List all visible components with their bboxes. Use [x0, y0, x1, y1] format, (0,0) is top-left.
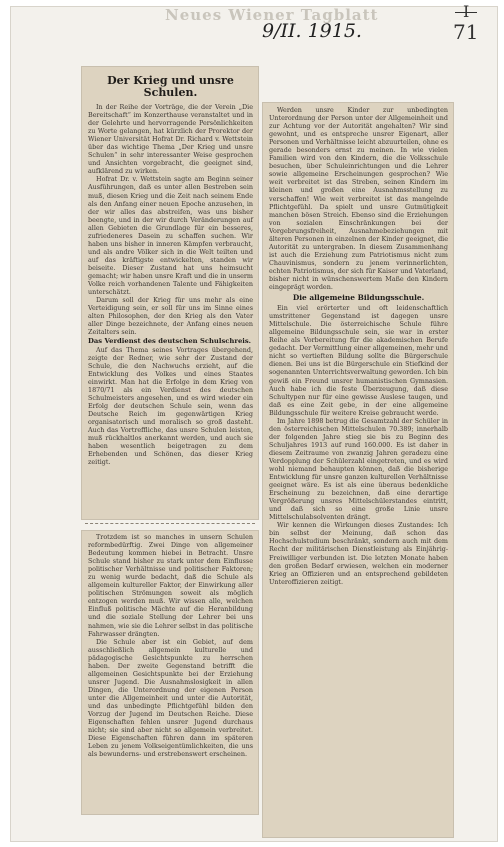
paragraph: Darum soll der Krieg für uns mehr als eine Verteidigung sein, er soll für uns im Sinne eines alten Philosophen, der den Krieg als den Vater aller Dinge bezeichnete, der Anfang eines neuen Zeitalters sein. — [88, 296, 253, 337]
newspaper-masthead: Neues Wiener Tagblatt — [165, 6, 379, 24]
clipping-column-2 — [263, 103, 453, 837]
paragraph: Im Jahre 1898 betrug die Gesamtzahl der Schüler in den österreichischen Mittelschulen 70.389; innerhalb der folgenden Jahre stieg sie bis zu Beginn des Schuljahres 1913 auf rund 160.000. Es ist daher in diesem Zeitraume von zwanzig Jahren geradezu eine Verdopplung der Schülerzahl eingetreten, und es wird wohl niemand behaupten können, daß die bisherige Entwicklung für unsre ganzen kulturellen Verhältnisse geeignet wäre. Es ist als eine überaus bedenkliche Erscheinung zu bezeichnen, daß eine derartige Vergrößerung unsres Mittelschülerstandes eintritt, und daß sich so eine große Linie unsre Mittelschulabsolventen drängt. — [269, 416, 448, 522]
clipping-divider — [85, 523, 255, 524]
article-title: Der Krieg und unsre Schulen. — [107, 74, 234, 99]
paragraph: Hofrat Dr. v. Wettstein sagte am Beginn seiner Ausführungen, daß es unter allen Bestreben sein muß, diesen Krieg und die Zeit nach seinem Ende als den Anfang einer neuen Epoche anzusehen, in der wir alles das abstreifen, was uns bisher beengte, und in der wir durch Veränderungen auf allen Gebieten die Grundlage für ein besseres, zufriedeneres Dasein zu schaffen suchen. Wir haben uns bisher in inneren Kämpfen verbraucht, und als andre Völker sich in die Welt teilten und auf das kräftigste entwickelten, standen wir beiseite. Dieser Zustand hat uns heimsucht gemacht; wir haben unsre Kraft und die in unserm Volke reich vorhandenen Talente und Fähigkeiten unterschätzt. — [88, 175, 253, 297]
section-heading: Die allgemeine Bildungsschule. — [292, 293, 425, 303]
paragraph: Trotzdem ist so manches in unsern Schulen reformbedürftig. Zwei Dinge von allgemeiner Bedeutung kommen hiebei in Betracht. Unsre Schule stand bisher zu stark unter dem Einflusse politischer Verhältnisse und politischer Faktoren; zu wenig wurde bedacht, daß die Schule als allgemein kultureller Faktor, der Einwirkung aller politischen Strömungen soweit als möglich entzogen werden muß. Wir wissen alle, welchen Einfluß politische Mächte auf die Heranbildung und die soziale Stellung der Lehrer bei uns nahmen, wie sie die Lehrer selbst in das politische Fahrwasser drängten. — [88, 533, 253, 638]
paragraph: Werden unsre Kinder zur unbedingten Unterordnung der Person unter der Allgemeinheit und zur Achtung vor der Autorität angehalten? Wir sind gewohnt, und es entspreche unsrer Eigenart, aller Personen und Verhältnisse leicht abzuurteilen, ohne es gerade besonders ernst zu meinen. In wie vielen Familien wird von den Kindern, die die Volksschule besuchen, über Schuleinrichtungen und die Lehrer sowie allgemeine Erscheinungen gesprochen? Wie weit verbreitet ist das Streben, seinen Kindern im kleinen und großen eine Ausnahmsstellung zu verschaffen! Wie weit verbreitet ist das mangelnde Pflichtgefühl. Da spielt und unsre Gutmütigkeit manchen bösen Streich. Ebenso sind die Erziehungen von sozialen Einschränkungen bei der Vorgebrungsfreiheit, Ausnahmebeziehungen mit älteren Personen in einzelnen der Kinder geeignet, die Autorität zu untergraben. In diesem Zusammenhang ist auch die Erziehung zum Patriotismus nicht zum Chauvinismus, sondern zu jenem verinnerlichten, echten Patriotismus, der sich für Kaiser und Vaterland, bisher nicht in wünschenswertem Maße den Kindern eingeprägt worden. — [269, 106, 448, 292]
page-number: 71 — [453, 20, 479, 44]
paragraph: In der Reihe der Vorträge, die der Verein „Die Bereitschaft“ im Konzerthause veranstaltet und in der Gelehrte und hervorragende Persönlichkeiten zu Worte gelangen, hat kürzlich der Prorektor der Wiener Universität Hofrat Dr. Richard v. Wettstein über das wichtige Thema „Der Krieg und unsre Schulen“ in sehr interessanter Weise gesprochen und Ansichten vorgebracht, die geeignet sind, aufklärend zu wirken. — [88, 103, 253, 176]
clipping-column-1 — [82, 67, 258, 519]
paragraph: Ein viel erörterter und oft leidenschaftlich umstrittener Gegenstand ist dagegen unsre Mittelschule. Die österreichische Schule führe allgemeine Bildungsschule sein, sie war in erster Reihe als Vorbereitung für die akademischen Berufe gedacht. Der Vermittlung einer allgemeinen, mehr und nicht so vertieften Bildung sollte die Bürgerschule dienen. Bei uns ist die Bürgerschule ein Stiefkind der sogenannten Unterrichtsverwaltung geworden. Ich bin gewiß ein Freund unsrer humanistischen Gymnasien. Auch habe ich die feste Überzeugung, daß diese Schultypen nur für eine gewisse Auslese taugen, und daß es eine Zeit gebe, in der eine allgemeine Bildungsschule für weitere Kreise gebraucht werde. — [269, 304, 448, 417]
paragraph: Wir kennen die Wirkungen dieses Zustandes: Ich bin selbst der Meinung, daß schon das Hochschulstudium beschränkt, sondern auch mit dem Recht der militärischen Dienstleistung als Einjährig-Freiwilliger verbunden ist. Die letzten Monate haben den großen Bedarf erwiesen, welchen ein moderner Krieg an Offizieren und an entsprechend gebildeten Unteroffizieren zeitigt. — [269, 521, 448, 586]
clipping-column-1b — [82, 531, 258, 814]
handwritten-date: 9/II. 1915. — [262, 20, 362, 42]
paragraph: Auf das Thema seines Vortrages übergehend, zeigte der Redner, wie sehr der Zustand der Schule, die den Nachwuchs erzieht, auf die Entwicklung des Volkes und eines Staates einwirkt. Man hat die Erfolge in dem Krieg von 1870/71 als ein Verdienst des deutschen Schulmeisters angesehen, und es wird wieder ein Erfolg der deutschen Schule sein, wenn das Deutsche Reich im gegenwärtigen Krieg organisatorisch und moralisch so groß dasteht. Auch das Vortreffliche, das unsre Schulen leisten, muß rückhaltlos anerkannt werden, und auch sie haben wesentlich beigetragen zu dem Erhebenden und Schönen, das dieser Krieg zeitigt. — [88, 345, 253, 467]
paragraph: Die Schule aber ist ein Gebiet, auf dem ausschließlich allgemein kulturelle und pädagogische Gesichtspunkte zu herrschen haben. Der zweite Gegenstand betrifft die allgemeinen Gesichtspunkte bei der Erziehung unsrer Jugend. Die Ausnahmslosigkeit in allen Dingen, die Unterordnung der eigenen Person unter die Allgemeinheit und unter die Autorität, und das unbedingte Pflichtgefühl bilden den Vorzug der Jugend im Deutschen Reiche. Diese Eigenschaften fehlen unsrer Jugend durchaus nicht; sie sind aber nicht so allgemein verbreitet. Diese Eigenschaften führen dann im späteren Leben zu jenem Volkseigentümlichkeiten, die uns als bewunderns- und erstrebenswert erscheinen. — [88, 637, 253, 759]
section-heading: Das Verdienst des deutschen Schulschreis. — [88, 337, 252, 346]
page-number-underline — [455, 12, 477, 13]
